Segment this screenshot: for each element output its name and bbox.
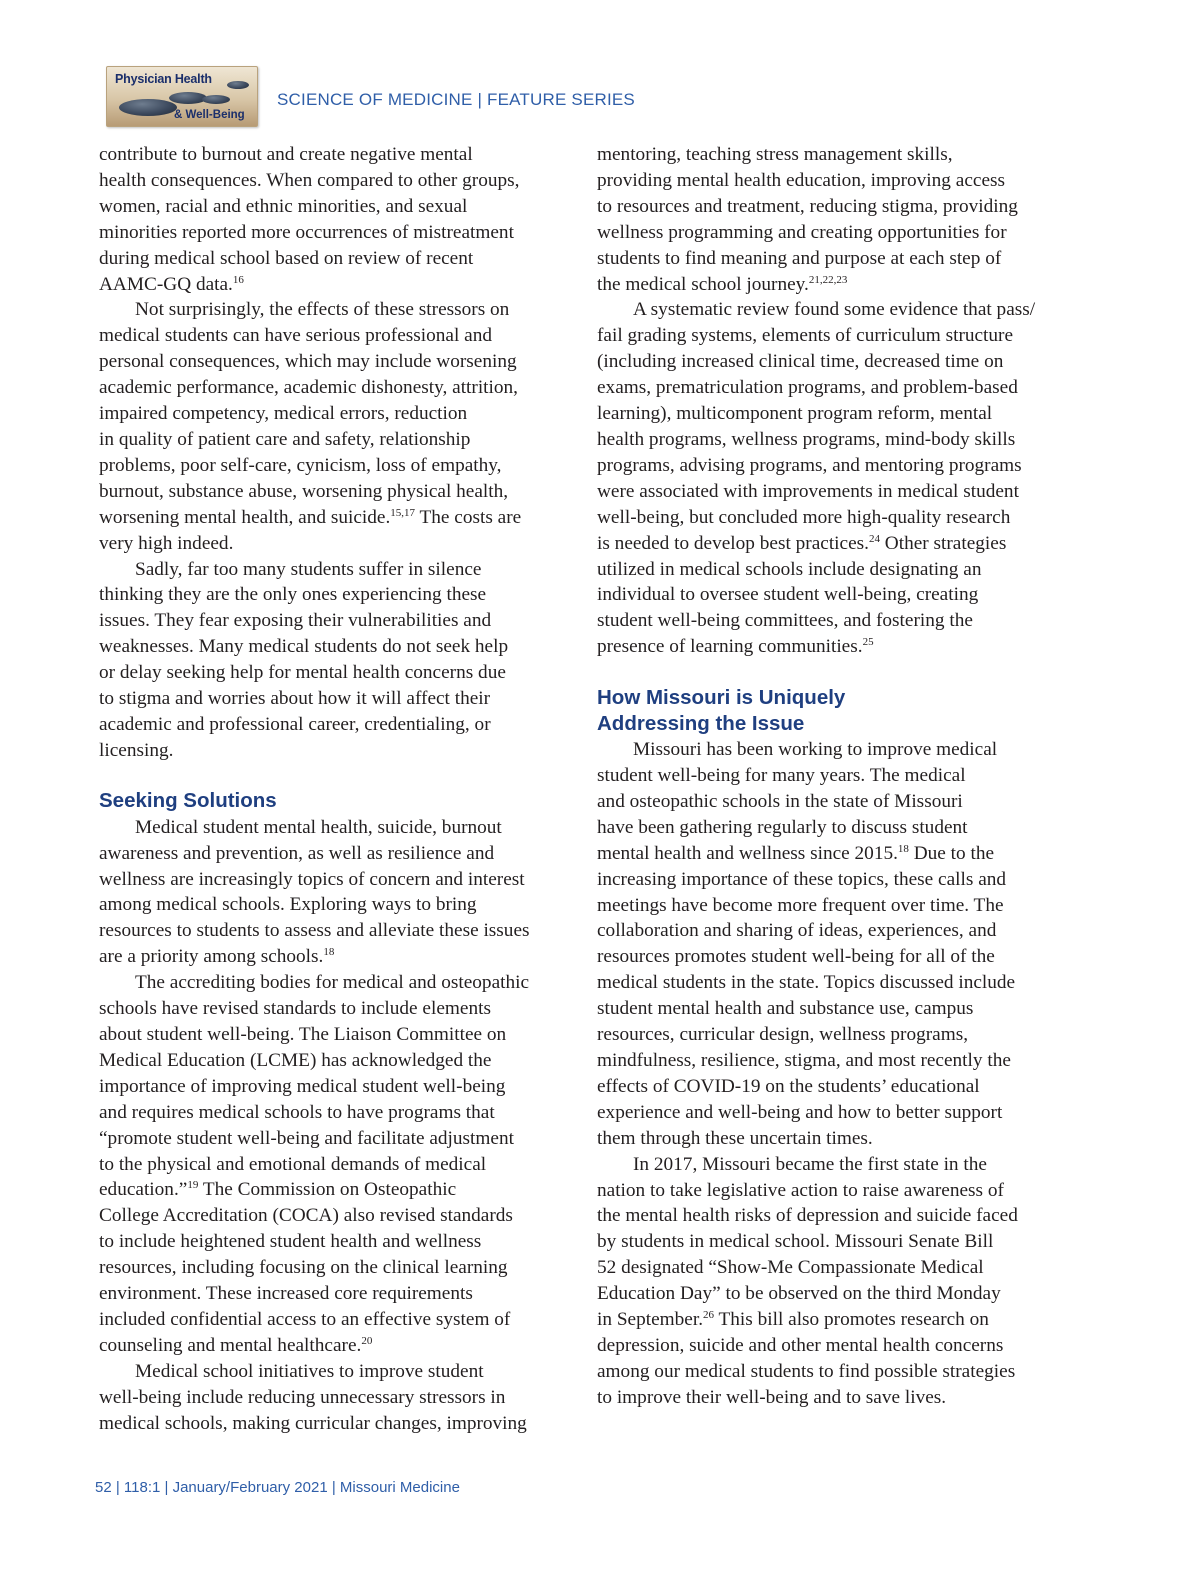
text-line: in September.$^{26}$ This bill also promotes research on <box>597 1309 989 1331</box>
text-line: mentoring, teaching stress management skills, <box>597 144 953 165</box>
text-line: resources, curricular design, wellness programs, <box>597 1024 969 1046</box>
logo-stone-graphic <box>227 81 249 89</box>
text-line: medical students in the state. Topics discussed include <box>597 972 1016 994</box>
section-header: SCIENCE OF MEDICINE | FEATURE SERIES <box>277 90 635 109</box>
text-line: programs, advising programs, and mentoring programs <box>597 454 1022 476</box>
text-line: A systematic review found some evidence that pass/ <box>633 299 1036 321</box>
text-line: nation to take legislative action to raise awareness of <box>597 1179 1004 1201</box>
physician-health-logo <box>106 66 258 127</box>
text-line: Medical student mental health, suicide, burnout <box>135 816 502 838</box>
text-line: health programs, wellness programs, mind-body skills <box>597 428 1016 450</box>
text-line: Education Day” to be observed on the third Monday <box>597 1283 1001 1305</box>
citation-ref: 16 <box>232 273 244 286</box>
text-line: to the physical and emotional demands of medical <box>99 1153 487 1175</box>
section-heading-seeking-solutions: Seeking Solutions <box>99 788 277 812</box>
text-line: experience and well-being and how to better support <box>597 1101 1003 1123</box>
text-line: burnout, substance abuse, worsening physical health, <box>99 480 509 502</box>
section-heading-missouri: How Missouri is Uniquely Addressing the Issue <box>597 686 846 736</box>
text-line: mental health and wellness since 2015.18 Due to the <box>597 842 995 864</box>
text-line: Sadly, far too many students suffer in silence <box>135 558 482 580</box>
text-line: learning), multicomponent program reform, mental <box>597 403 993 425</box>
text-line: well-being include reducing unnecessary stressors in <box>99 1386 506 1408</box>
text-line: depression, suicide and other mental health concerns <box>597 1334 1004 1356</box>
text-line: were associated with improvements in medical student <box>597 480 1019 502</box>
text-line: individual to oversee student well-being, creating <box>597 584 979 606</box>
text-line: environment. These increased core requirements <box>99 1283 473 1305</box>
page-footer: 52 | 118:1 | January/February 2021 | Missouri Medicine <box>95 1479 460 1496</box>
text-line: contribute to burnout and create negative mental <box>99 144 473 165</box>
text-line: the mental health risks of depression and suicide faced <box>597 1205 1018 1227</box>
logo-stone-graphic <box>119 99 177 116</box>
text-line: academic and professional career, credentialing, or <box>99 713 491 735</box>
text-line: The accrediting bodies for medical and osteopathic <box>135 972 530 994</box>
text-line: In 2017, Missouri became the first state in the <box>633 1153 987 1175</box>
text-line: AAMC-GQ data.$^{16}$ <box>99 273 244 295</box>
text-line: and osteopathic schools in the state of Missouri <box>597 790 963 812</box>
text-line: exams, prematriculation programs, and problem-based <box>597 377 1018 399</box>
left-column <box>99 142 574 1437</box>
text-line: worsening mental health, and suicide.$^{15,17}$ The costs are <box>99 506 522 528</box>
text-line: student well-being for many years. The medical <box>597 765 966 787</box>
text-line: (including increased clinical time, decreased time on <box>597 351 1004 373</box>
text-line: student well-being committees, and fostering the <box>597 610 973 632</box>
text-line: increasing importance of these topics, these calls and <box>597 868 1007 890</box>
text-line: the medical school journey.$^{21,22,23}$ <box>597 273 848 295</box>
text-line: importance of improving medical student well-being <box>99 1075 506 1097</box>
text-line: resources, including focusing on the clinical learning <box>99 1257 508 1279</box>
text-line: health consequences. When compared to other groups, <box>99 169 520 191</box>
text-line: women, racial and ethnic minorities, and sexual <box>99 195 468 217</box>
text-line: wellness are increasingly topics of concern and interest <box>99 868 525 890</box>
text-line: problems, poor self-care, cynicism, loss of empathy, <box>99 454 502 476</box>
citation-ref: 20 <box>361 1334 373 1347</box>
citation-ref: 15,17 <box>390 506 416 519</box>
text-line: medical schools, making curricular changes, improving <box>99 1412 527 1434</box>
citation-ref: 18 <box>897 842 909 855</box>
text-line: thinking they are the only ones experiencing these <box>99 584 487 606</box>
text-line: 52 designated “Show-Me Compassionate Medical <box>597 1257 984 1279</box>
text-line: student mental health and substance use, campus <box>597 998 974 1020</box>
text-line: academic performance, academic dishonesty, attrition, <box>99 377 518 399</box>
text-line: schools have revised standards to include elements <box>99 998 491 1020</box>
text-line: very high indeed. <box>99 532 234 554</box>
text-line: education.”$^{19}$ The Commission on Osteopathic <box>99 1179 457 1201</box>
text-line: resources to students to assess and alleviate these issues <box>99 920 530 942</box>
text-line: Medical school initiatives to improve student <box>135 1360 484 1382</box>
text-line: among our medical students to find possible strategies <box>597 1360 1016 1382</box>
text-line: providing mental health education, improving access <box>597 169 1006 191</box>
text-line: awareness and prevention, as well as resilience and <box>99 842 495 864</box>
text-line: personal consequences, which may include worsening <box>99 351 517 373</box>
text-line: in quality of patient care and safety, relationship <box>99 428 471 450</box>
text-line: Not surprisingly, the effects of these stressors on <box>135 299 510 321</box>
text-line: effects of COVID-19 on the students’ educational <box>597 1075 980 1097</box>
text-line: minorities reported more occurrences of mistreatment <box>99 221 514 243</box>
text-line: medical students can have serious professional and <box>99 325 493 347</box>
text-line: well-being, but concluded more high-quality research <box>597 506 1011 528</box>
text-line: wellness programming and creating opportunities for <box>597 221 1007 243</box>
logo-line-1: Physician Health <box>115 72 212 86</box>
text-line: resources promotes student well-being for all of the <box>597 946 995 968</box>
text-line: College Accreditation (COCA) also revised standards <box>99 1205 513 1227</box>
text-line: is needed to develop best practices.$^{24}$ Other strategies <box>597 532 1007 554</box>
right-column <box>597 142 1077 1411</box>
text-line: or delay seeking help for mental health concerns due <box>99 662 506 684</box>
text-line: issues. They fear exposing their vulnerabilities and <box>99 610 492 632</box>
text-line: to resources and treatment, reducing stigma, providing <box>597 195 1018 217</box>
citation-ref: 19 <box>187 1179 199 1192</box>
text-line: them through these uncertain times. <box>597 1127 873 1149</box>
text-line: impaired competency, medical errors, reduction <box>99 403 468 425</box>
text-line: meetings have become more frequent over time. The <box>597 894 1004 916</box>
text-line: by students in medical school. Missouri Senate Bill <box>597 1231 994 1253</box>
citation-ref: 25 <box>862 636 874 649</box>
text-line: licensing. <box>99 739 174 761</box>
text-line: counseling and mental healthcare.$^{20}$ <box>99 1334 373 1356</box>
text-line: fail grading systems, elements of curriculum structure <box>597 325 1014 347</box>
text-line: are a priority among schools.$^{18}$ <box>99 946 335 968</box>
text-line: collaboration and sharing of ideas, experiences, and <box>597 920 997 942</box>
logo-stone-graphic <box>202 95 230 104</box>
text-line: Missouri has been working to improve medical <box>633 739 998 761</box>
text-line: about student well-being. The Liaison Committee on <box>99 1024 507 1045</box>
text-line: presence of learning communities.$^{25}$ <box>597 636 874 658</box>
text-line: have been gathering regularly to discuss student <box>597 816 968 838</box>
text-line: to improve their well-being and to save lives. <box>597 1386 947 1408</box>
citation-ref: 26 <box>703 1309 715 1322</box>
text-line: mindfulness, resilience, stigma, and most recently the <box>597 1050 1011 1071</box>
text-line: Medical Education (LCME) has acknowledged the <box>99 1049 492 1071</box>
text-line: among medical schools. Exploring ways to bring <box>99 894 477 916</box>
logo-line-2: & Well-Being <box>174 109 245 121</box>
text-line: during medical school based on review of recent <box>99 247 474 269</box>
text-line: utilized in medical schools include designating an <box>597 558 982 580</box>
citation-ref: 21,22,23 <box>808 273 848 286</box>
text-line: weaknesses. Many medical students do not seek help <box>99 636 509 658</box>
text-line: to include heightened student health and wellness <box>99 1231 482 1253</box>
text-line: included confidential access to an effective system of <box>99 1308 511 1330</box>
text-line: students to find meaning and purpose at each step of <box>597 247 1002 269</box>
citation-ref: 18 <box>323 946 335 959</box>
text-line: and requires medical schools to have programs that <box>99 1101 495 1123</box>
citation-ref: 24 <box>868 532 880 545</box>
text-line: “promote student well-being and facilitate adjustment <box>99 1127 514 1149</box>
text-line: to stigma and worries about how it will affect their <box>99 688 491 710</box>
